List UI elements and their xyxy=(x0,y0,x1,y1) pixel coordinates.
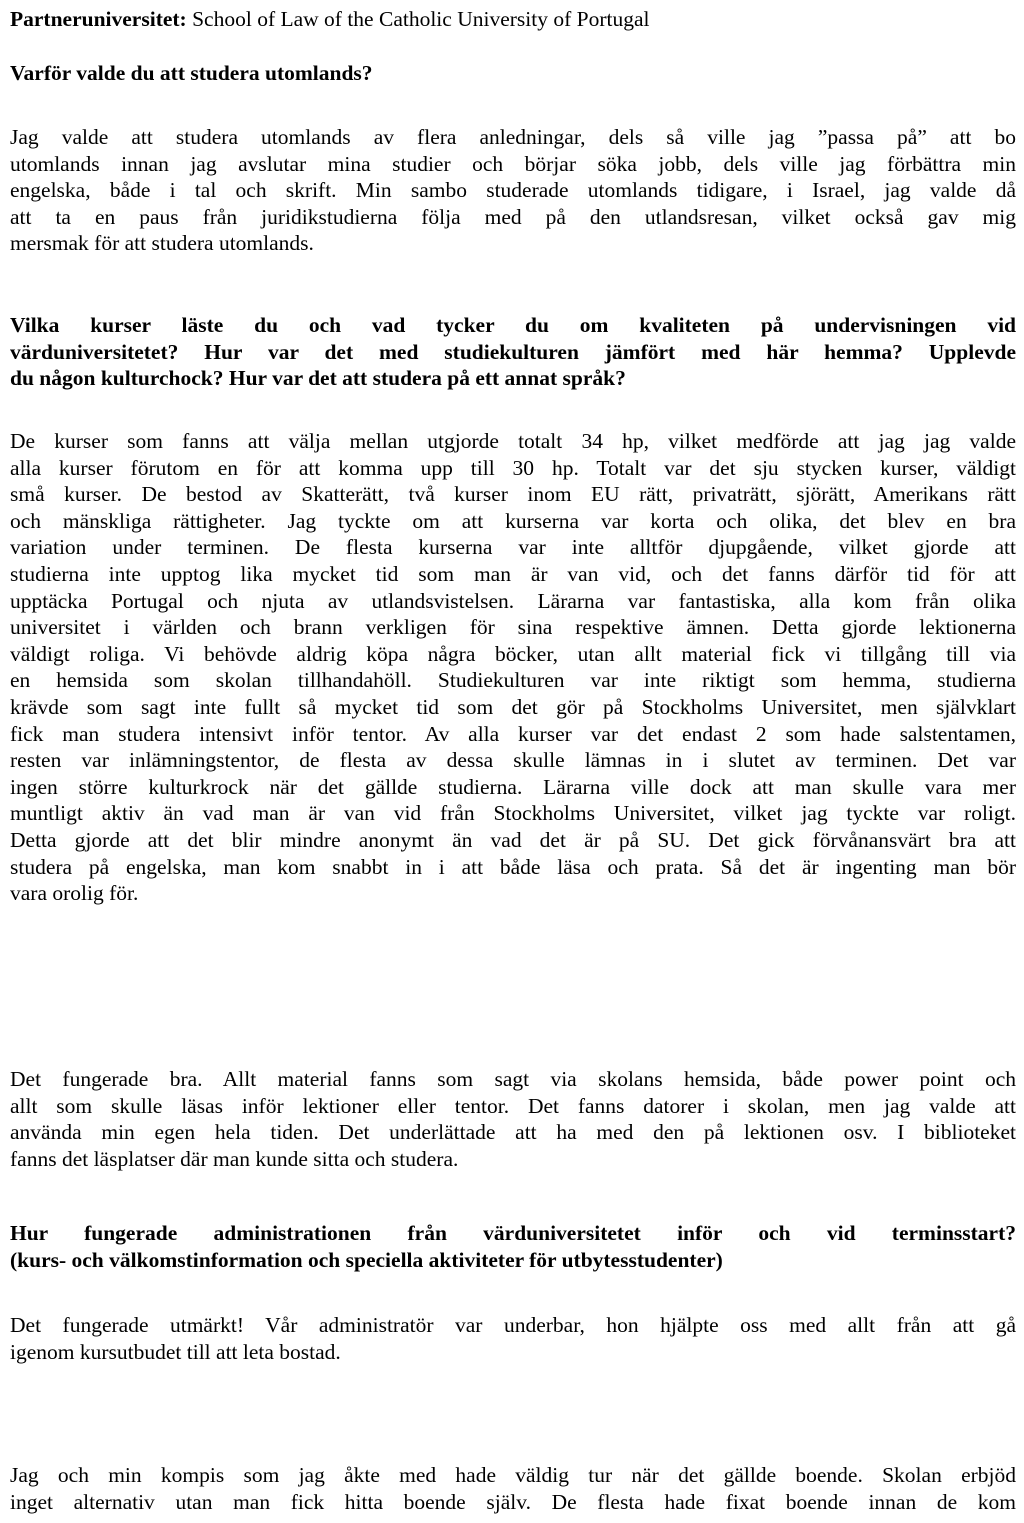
partner-university xyxy=(10,6,1016,33)
answer-line: använda min egen hela tiden. Det underlättade att ha med den på lektionen osv. I biblioteket xyxy=(10,1120,1016,1145)
answer-courses xyxy=(10,428,1016,907)
answer-housing xyxy=(10,1462,1016,1515)
answer-line: allt som skulle läsas inför lektioner eller tentor. Det fanns datorer i skolan, men jag valde att xyxy=(10,1093,1016,1118)
answer-line: studierna inte upptog lika mycket tid som man är van vid, och det fanns därför tid för att xyxy=(10,561,1016,586)
question-line: Hur fungerade administrationen från värduniversitetet inför och vid terminsstart? xyxy=(10,1221,1016,1245)
answer-line: Jag och min kompis som jag åkte med hade väldig tur när det gällde boende. Skolan erbjöd xyxy=(10,1463,1016,1487)
answer-line: alla kurser förutom en för att komma upp till 30 hp. Totalt var det sju stycken kurser, väldigt xyxy=(10,455,1016,480)
answer-line: Det fungerade utmärkt! Vår administratör var underbar, hon hjälpte oss med allt från att gå xyxy=(10,1313,1016,1337)
question-why-abroad xyxy=(10,60,1016,87)
answer-line: ingen större kulturkrock när det gällde studierna. Lärarna ville dock att man skulle vara mer xyxy=(10,774,1016,799)
answer-line: små kurser. De bestod av Skatterätt, två kurser inom EU rätt, privaträtt, sjörätt, Amerikans rätt xyxy=(10,482,1016,507)
answer-line: muntligt aktiv än vad man är van vid från Stockholms Universitet, vilket jag tyckte var roligt. xyxy=(10,801,1016,826)
answer-line: De kurser som fanns att välja mellan utgjorde totalt 34 hp, vilket medförde att jag jag valde xyxy=(10,429,1016,453)
question-administration xyxy=(10,1220,1016,1273)
answer-line: studera på engelska, man kom snabbt in i att både läsa och prata. Så det är ingenting man bör xyxy=(10,854,1016,879)
answer-line: igenom kursutbudet till att leta bostad. xyxy=(10,1339,341,1364)
answer-line: och mänskliga rättigheter. Jag tyckte om att kurserna var korta och olika, det blev en bra xyxy=(10,508,1016,533)
answer-facilities xyxy=(10,1066,1016,1172)
answer-line: variation under terminen. De flesta kurserna var inte alltför djupgående, vilket gjorde att xyxy=(10,535,1016,560)
answer-line: Jag valde att studera utomlands av flera anledningar, dels så ville jag ”passa på” att bo xyxy=(10,125,1016,149)
answer-line: inget alternativ utan man fick hitta boende själv. De flesta hade fixat boende innan de kom xyxy=(10,1489,1016,1514)
answer-line: mersmak för att studera utomlands. xyxy=(10,231,314,256)
answer-line: engelska, både i tal och skrift. Min sambo studerade utomlands tidigare, i Israel, jag valde då xyxy=(10,178,1016,203)
answer-line: vara orolig för. xyxy=(10,881,139,906)
question-line: Varför valde du att studera utomlands? xyxy=(10,61,373,85)
question-line: (kurs- och välkomstinformation och speciella aktiviteter för utbytesstudenter) xyxy=(10,1247,723,1272)
answer-line: krävde som sagt inte fullt så mycket tid som det gör på Stockholms Universitet, men självklart xyxy=(10,694,1016,719)
question-line: du någon kulturchock? Hur var det att studera på ett annat språk? xyxy=(10,366,626,391)
question-line: värduniversitetet? Hur var det med studiekulturen jämfört med här hemma? Upplevde xyxy=(10,339,1016,364)
answer-why-abroad xyxy=(10,124,1016,257)
answer-line: Detta gjorde att det blir mindre anonymt än vad det är på SU. Det gick förvånansvärt bra att xyxy=(10,827,1016,852)
answer-line: utomlands innan jag avslutar mina studier och börjar söka jobb, dels ville jag förbättra min xyxy=(10,151,1016,176)
question-line: Vilka kurser läste du och vad tycker du om kvaliteten på undervisningen vid xyxy=(10,313,1016,337)
answer-line: upptäcka Portugal och njuta av utlandsvistelsen. Lärarna var fantastiska, alla kom från olika xyxy=(10,588,1016,613)
question-courses xyxy=(10,312,1016,392)
answer-line: fick man studera intensivt inför tentor. Av alla kurser var det endast 2 som hade salstentamen, xyxy=(10,721,1016,746)
answer-line: en hemsida som skolan tillhandahöll. Studiekulturen var inte riktigt som hemma, studierna xyxy=(10,668,1016,693)
answer-line: Det fungerade bra. Allt material fanns som sagt via skolans hemsida, både power point och xyxy=(10,1067,1016,1091)
answer-line: att ta en paus från juridikstudierna följa med på den utlandsresan, vilket också gav mig xyxy=(10,204,1016,229)
answer-line: fanns det läsplatser där man kunde sitta och studera. xyxy=(10,1146,459,1171)
answer-line: universitet i världen och brann verkligen för sina respektive ämnen. Detta gjorde lektionerna xyxy=(10,615,1016,640)
partner-value: School of Law of the Catholic University of Portugal xyxy=(192,7,650,31)
answer-line: resten var inlämningstentor, de flesta av dessa skulle lämnas in i slutet av terminen. Det var xyxy=(10,748,1016,773)
answer-administration xyxy=(10,1312,1016,1365)
partner-label: Partneruniversitet: xyxy=(10,7,187,31)
answer-line: väldigt roliga. Vi behövde aldrig köpa några böcker, utan allt material fick vi tillgång till via xyxy=(10,641,1016,666)
